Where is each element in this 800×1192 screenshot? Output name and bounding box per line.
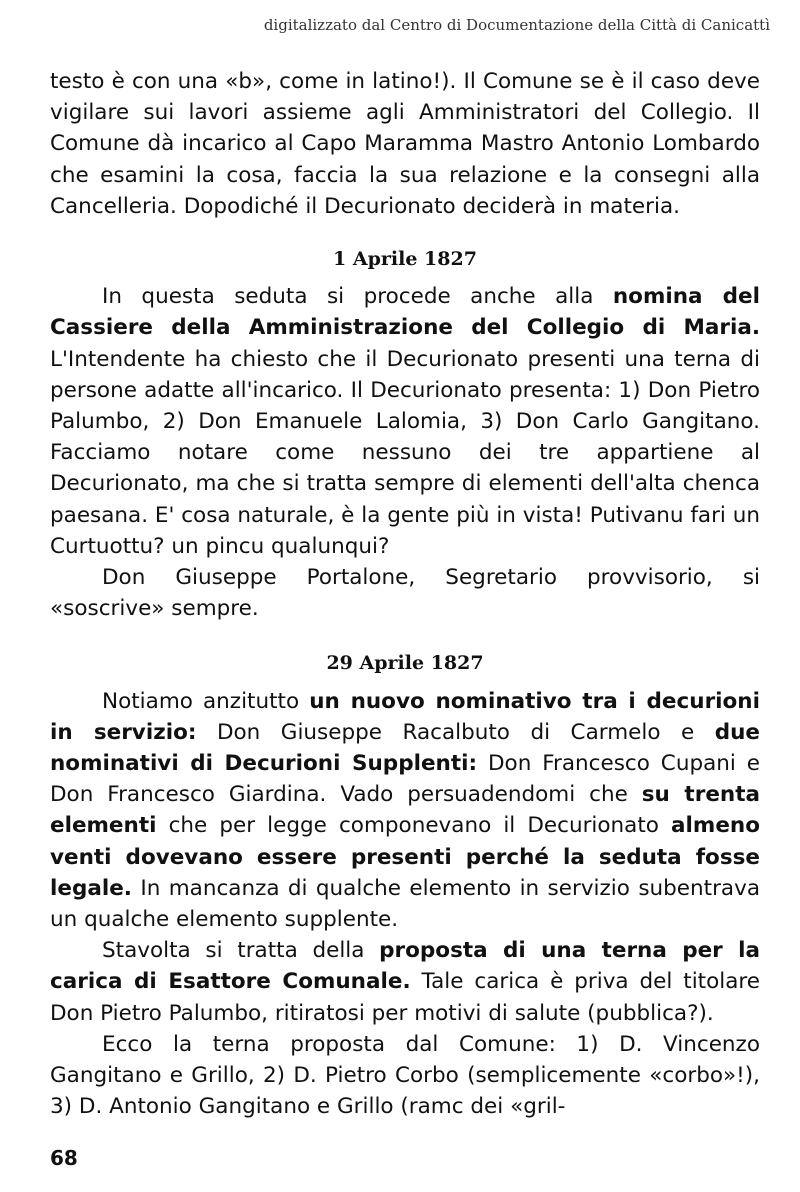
paragraph-2-text-a: In questa seduta si procede anche alla (102, 284, 613, 310)
section-heading-1-april-1827: 1 Aprile 1827 (333, 248, 477, 271)
section-heading-29-april-1827: 29 Aprile 1827 (326, 652, 484, 675)
paragraph-5-bold: proposta di una terna per la carica di Esattore Comunale. (50, 938, 761, 995)
paragraph-5-text-a: Stavolta si tratta della (102, 938, 380, 964)
paragraph-5 (50, 935, 760, 1029)
paragraph-4-text-a: Notiamo anzitutto (102, 688, 310, 714)
paragraph-4-text-i: In mancanza di qualche elemento in servizio subentrava un qualche elemento supplente. (50, 875, 760, 933)
paragraph-2 (50, 281, 760, 562)
paragraph-3 (50, 562, 760, 624)
paragraph-2-text-c: L'Intendente ha chiesto che il Decurionato presenti una terna di persone adatte all'incarico. Il Decurionato presenta: 1) Don Pietro Palumbo, 2) Don Emanuele Lalomia, 3) Don Carlo Gangitano. Facciamo notare come nessuno dei tre appartiene al Decurionato, ma che si tratta sempre di elementi dell'alta chenca paesana. E' cosa naturale, è la gente più in vista! Putivanu fari un Curtuottu? un pincu qualunqui? (50, 346, 760, 559)
paragraph-5-text-c: Tale carica è priva del titolare Don Pietro Palumbo, ritiratosi per motivi di salute (pubblica?). (50, 969, 760, 1026)
paragraph-6-text: Ecco la terna proposta dal Comune: 1) D. Vincenzo Gangitano e Grillo, 2) D. Pietro Corbo (semplicemente «corbo»!), 3) D. Antonio Gangitano e Grillo (ramc dei «gril- (50, 1031, 760, 1120)
paragraph-4-bold-h: almeno venti dovevano essere presenti perché la seduta fosse legale. (50, 813, 760, 901)
paragraph-4-text-e: Don Francesco Cupani e Don Francesco Giardina. Vado persuadendomi che (50, 751, 760, 808)
digitization-watermark: digitalizzato dal Centro di Documentazione della Città di Canicattì (263, 16, 770, 34)
paragraph-4-text-c: Don Giuseppe Racalbuto di Carmelo e (196, 719, 715, 745)
paragraph-4-text-g: che per legge componevano il Decurionato (156, 813, 672, 839)
paragraph-4-bold-b: un nuovo nominativo tra i decurioni in servizio: (50, 688, 760, 745)
page-text (50, 66, 760, 1123)
paragraph-6 (50, 1029, 760, 1123)
paragraph-2-bold: nomina del Cassiere della Amministrazione del Collegio di Maria. (50, 284, 760, 341)
paragraph-4-bold-f: su trenta elementi (50, 782, 760, 839)
paragraph-4 (50, 686, 760, 936)
page-number: 68 (50, 1146, 78, 1170)
paragraph-4-bold-d: due nominativi di Decurioni Supplenti: (50, 719, 761, 777)
paragraph-1-text: testo è con una «b», come in latino!). Il Comune se è il caso deve vigilare sui lavori assieme agli Amministratori del Collegio. Il Comune dà incarico al Capo Maramma Mastro Antonio Lombardo che esamini la cosa, faccia la sua relazione e la consegni alla Cancelleria. Dopodiché il Decurionato deciderà in materia. (50, 69, 760, 219)
paragraph-1 (50, 66, 760, 222)
paragraph-3-text: Don Giuseppe Portalone, Segretario provvisorio, si «soscrive» sempre. (50, 565, 760, 622)
